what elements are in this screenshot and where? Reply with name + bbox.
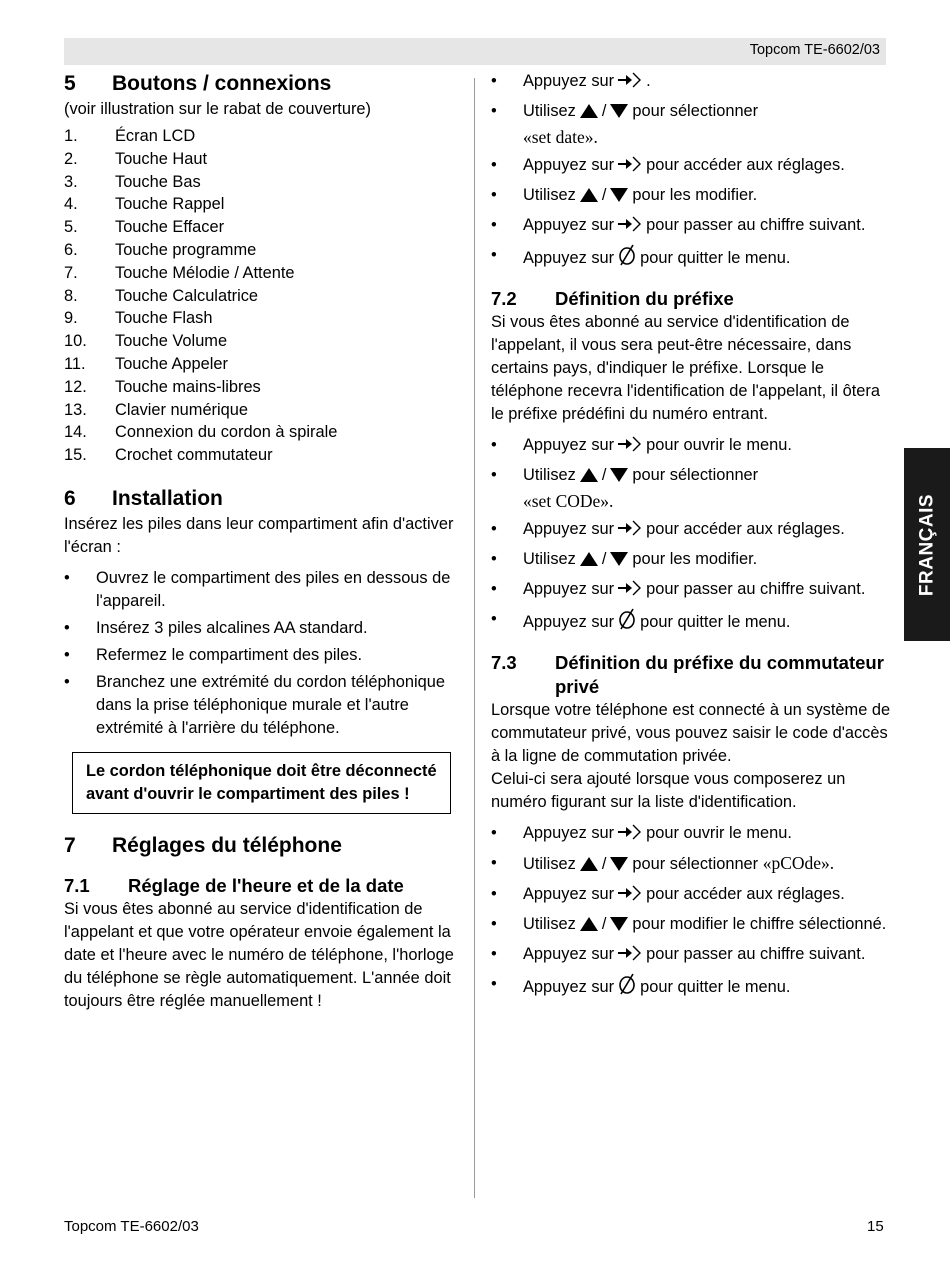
step-text: Utilisez xyxy=(523,466,576,484)
list-item: • Utilisez / pour sélectionner «set date». xyxy=(491,100,891,150)
step-text: Appuyez sur xyxy=(523,249,615,267)
section-number: 7.3 xyxy=(491,652,517,673)
section-title: Installation xyxy=(112,486,223,510)
enter-arrow-icon xyxy=(617,71,643,96)
down-triangle-icon xyxy=(609,916,629,939)
down-triangle-icon xyxy=(609,856,629,879)
page-number: 15 xyxy=(867,1218,884,1235)
list-item xyxy=(64,193,464,216)
section-5-heading xyxy=(64,70,464,98)
section-number: 7.2 xyxy=(491,288,517,309)
down-triangle-icon xyxy=(609,467,629,490)
item-number: 5. xyxy=(64,218,78,237)
language-tab-label: FRANÇAIS xyxy=(916,493,938,596)
item-label: Écran LCD xyxy=(115,127,196,145)
step-text: pour modifier le chiffre sélectionné. xyxy=(632,915,887,933)
list-item xyxy=(64,376,464,399)
item-label: Touche mains-libres xyxy=(115,377,261,396)
step-text: Appuyez sur xyxy=(523,520,615,538)
item-number: 15. xyxy=(64,446,87,465)
list-item xyxy=(491,822,891,848)
list-item xyxy=(491,214,891,240)
item-number: 6. xyxy=(64,240,78,259)
display-code: «pCOde». xyxy=(762,853,835,873)
item-label: Touche Bas xyxy=(115,172,201,191)
section-7-1-heading xyxy=(64,874,464,898)
down-triangle-icon xyxy=(609,551,629,574)
buttons-list xyxy=(64,125,464,467)
section-number: 7 xyxy=(64,833,76,857)
item-label: Touche Appeler xyxy=(115,354,228,373)
list-item xyxy=(64,148,464,171)
list-item xyxy=(491,548,891,574)
separator: / xyxy=(601,915,607,933)
section-title: Définition du préfixe du commutateur privé xyxy=(555,652,884,697)
item-label: Touche Haut xyxy=(115,149,208,168)
down-triangle-icon xyxy=(609,103,629,126)
step-text: pour quitter le menu. xyxy=(640,249,791,267)
step-text: pour sélectionner xyxy=(632,102,759,120)
column-divider xyxy=(474,78,475,1198)
item-label: Clavier numérique xyxy=(115,400,249,419)
up-triangle-icon xyxy=(579,187,599,210)
section-number: 7.1 xyxy=(64,874,90,896)
section-6-intro: Insérez les piles dans leur compartiment afin d'activer l'écran : xyxy=(64,514,454,556)
list-item xyxy=(491,154,891,180)
step-text: pour passer au chiffre suivant. xyxy=(646,216,866,234)
list-item xyxy=(491,434,891,460)
display-code: «set date». xyxy=(523,127,598,147)
item-label: Touche Volume xyxy=(115,332,228,351)
list-item xyxy=(491,464,891,514)
separator: / xyxy=(601,855,607,873)
page-header xyxy=(64,38,886,65)
step-text: pour sélectionner xyxy=(632,855,759,873)
item-number: 11. xyxy=(64,354,86,373)
separator: / xyxy=(601,550,607,568)
list-item: • Refermez le compartiment des piles. xyxy=(64,644,464,667)
step-text: pour accéder aux réglages. xyxy=(646,520,845,538)
list-item: • Insérez 3 piles alcalines AA standard. xyxy=(64,617,464,640)
up-triangle-icon xyxy=(579,916,599,939)
list-item xyxy=(64,216,464,239)
right-column xyxy=(491,70,891,1006)
step-text: Appuyez sur xyxy=(523,978,615,996)
item-number: 9. xyxy=(64,309,78,328)
section-7-heading xyxy=(64,832,464,860)
list-item xyxy=(64,262,464,285)
item-label: Touche Mélodie / Attente xyxy=(115,263,295,282)
item-label: Touche Rappel xyxy=(115,195,225,214)
item-number: 2. xyxy=(64,149,78,168)
step-text: Appuyez sur xyxy=(523,824,615,842)
list-item: • Branchez une extrémité du cordon téléphonique dans la prise téléphonique murale et l'autre extrémité à l'arrière du téléphone. xyxy=(64,671,464,740)
item-label: Touche programme xyxy=(115,240,257,259)
language-tab xyxy=(904,448,950,641)
down-triangle-icon xyxy=(609,187,629,210)
item-number: 12. xyxy=(64,377,87,396)
item-number: 10. xyxy=(64,332,87,351)
section-7-3-heading xyxy=(491,651,891,699)
up-triangle-icon xyxy=(579,856,599,879)
empty-set-exit-icon xyxy=(617,244,637,273)
separator: / xyxy=(601,466,607,484)
item-number: 14. xyxy=(64,423,87,442)
section-5-subtitle: (voir illustration sur le rabat de couverture) xyxy=(64,100,371,118)
step-text: Utilisez xyxy=(523,855,576,873)
item-label: Touche Calculatrice xyxy=(115,286,259,305)
step-text: Appuyez sur xyxy=(523,613,615,631)
list-item xyxy=(64,285,464,308)
item-label: Crochet commutateur xyxy=(115,446,273,465)
list-item: • Ouvrez le compartiment des piles en dessous de l'appareil. xyxy=(64,567,464,613)
section-7-1-body: Si vous êtes abonné au service d'identification de l'appelant et que votre opérateur envoie également la date et l'heure avec le numéro de téléphone, l'horloge du téléphone se règle automatiquement. L'année doit toujours être réglée manuellement ! xyxy=(64,899,454,1010)
list-item xyxy=(491,943,891,969)
enter-arrow-icon xyxy=(617,435,643,460)
section-7-3-body-2: Celui-ci sera ajouté lorsque vous composerez un numéro figurant sur la liste d'identification. xyxy=(491,770,846,811)
empty-set-exit-icon xyxy=(617,608,637,637)
separator: / xyxy=(601,186,607,204)
item-label: Touche Flash xyxy=(115,309,213,328)
step-text: Appuyez sur xyxy=(523,436,615,454)
item-number: 7. xyxy=(64,263,78,282)
step-text: pour passer au chiffre suivant. xyxy=(646,945,866,963)
list-item xyxy=(64,399,464,422)
installation-steps xyxy=(64,567,464,740)
list-item xyxy=(64,239,464,262)
step-text: Appuyez sur xyxy=(523,156,615,174)
warning-note: Le cordon téléphonique doit être déconnecté avant d'ouvrir le compartiment des piles ! xyxy=(72,752,451,814)
list-item xyxy=(64,353,464,376)
step-text: Appuyez sur xyxy=(523,885,615,903)
enter-arrow-icon xyxy=(617,823,643,848)
up-triangle-icon xyxy=(579,551,599,574)
section-number: 5 xyxy=(64,72,76,95)
item-number: 4. xyxy=(64,195,78,214)
item-number: 8. xyxy=(64,286,78,305)
step-text: Utilisez xyxy=(523,102,576,120)
list-item xyxy=(491,608,891,637)
item-label: Touche Effacer xyxy=(115,218,225,237)
section-number: 6 xyxy=(64,486,76,510)
step-text: pour passer au chiffre suivant. xyxy=(646,580,866,598)
item-label: Connexion du cordon à spirale xyxy=(115,423,338,442)
section-title: Boutons / connexions xyxy=(112,72,332,95)
empty-set-exit-icon xyxy=(617,973,637,1002)
step-text: pour sélectionner xyxy=(632,466,759,484)
enter-arrow-icon xyxy=(617,215,643,240)
step-text: Utilisez xyxy=(523,186,576,204)
step-text: pour quitter le menu. xyxy=(640,978,791,996)
step-text: pour quitter le menu. xyxy=(640,613,791,631)
step-text: Appuyez sur xyxy=(523,945,615,963)
step-text: pour accéder aux réglages. xyxy=(646,156,845,174)
left-column xyxy=(64,70,464,1013)
step-text: pour ouvrir le menu. xyxy=(646,824,792,842)
list-item xyxy=(491,184,891,210)
up-triangle-icon xyxy=(579,103,599,126)
item-number: 1. xyxy=(64,127,78,145)
step-text: Appuyez sur xyxy=(523,72,615,90)
step-text: pour accéder aux réglages. xyxy=(646,885,845,903)
step-text: pour les modifier. xyxy=(632,550,758,568)
list-item xyxy=(491,518,891,544)
list-item xyxy=(491,973,891,1002)
footer-title: Topcom TE-6602/03 xyxy=(64,1218,199,1235)
up-triangle-icon xyxy=(579,467,599,490)
enter-arrow-icon xyxy=(617,519,643,544)
enter-arrow-icon xyxy=(617,884,643,909)
item-number: 13. xyxy=(64,400,87,419)
list-item xyxy=(64,444,464,467)
step-text: . xyxy=(646,72,651,90)
enter-arrow-icon xyxy=(617,155,643,180)
list-item xyxy=(491,244,891,273)
section-title: Définition du préfixe xyxy=(555,288,734,309)
section-title: Réglages du téléphone xyxy=(112,833,342,857)
list-item xyxy=(491,883,891,909)
step-text: pour ouvrir le menu. xyxy=(646,436,792,454)
section-title: Réglage de l'heure et de la date xyxy=(128,874,404,896)
list-item xyxy=(491,578,891,604)
step-text: pour les modifier. xyxy=(632,186,758,204)
section-7-2-heading xyxy=(491,287,891,311)
item-number: 3. xyxy=(64,172,78,191)
list-item xyxy=(64,307,464,330)
section-7-3-body: Lorsque votre téléphone est connecté à un système de commutateur privé, vous pouvez saisir le code d'accès à la ligne de commutation privée. xyxy=(491,701,891,765)
prefix-steps xyxy=(491,434,891,637)
pbx-prefix-steps xyxy=(491,822,891,1002)
enter-arrow-icon xyxy=(617,579,643,604)
list-item xyxy=(64,330,464,353)
list-item xyxy=(64,125,464,148)
list-item xyxy=(491,852,891,879)
step-text: Utilisez xyxy=(523,550,576,568)
list-item xyxy=(491,70,891,96)
section-6-heading xyxy=(64,485,464,513)
step-text: Utilisez xyxy=(523,915,576,933)
list-item xyxy=(64,421,464,444)
step-text: Appuyez sur xyxy=(523,580,615,598)
step-text: Appuyez sur xyxy=(523,216,615,234)
list-item xyxy=(64,171,464,194)
enter-arrow-icon xyxy=(617,944,643,969)
header-title: Topcom TE-6602/03 xyxy=(749,42,880,58)
display-code: «set CODe». xyxy=(523,491,614,511)
time-date-steps xyxy=(491,70,891,273)
list-item xyxy=(491,913,891,939)
section-7-2-body: Si vous êtes abonné au service d'identification de l'appelant, il vous sera peut-être nécessaire, dans certains pays, d'indiquer le préfixe. Lorsque le téléphone recevra l'identification de l'appelant, il ôtera le préfixe prédéfini du numéro entrant. xyxy=(491,313,880,423)
